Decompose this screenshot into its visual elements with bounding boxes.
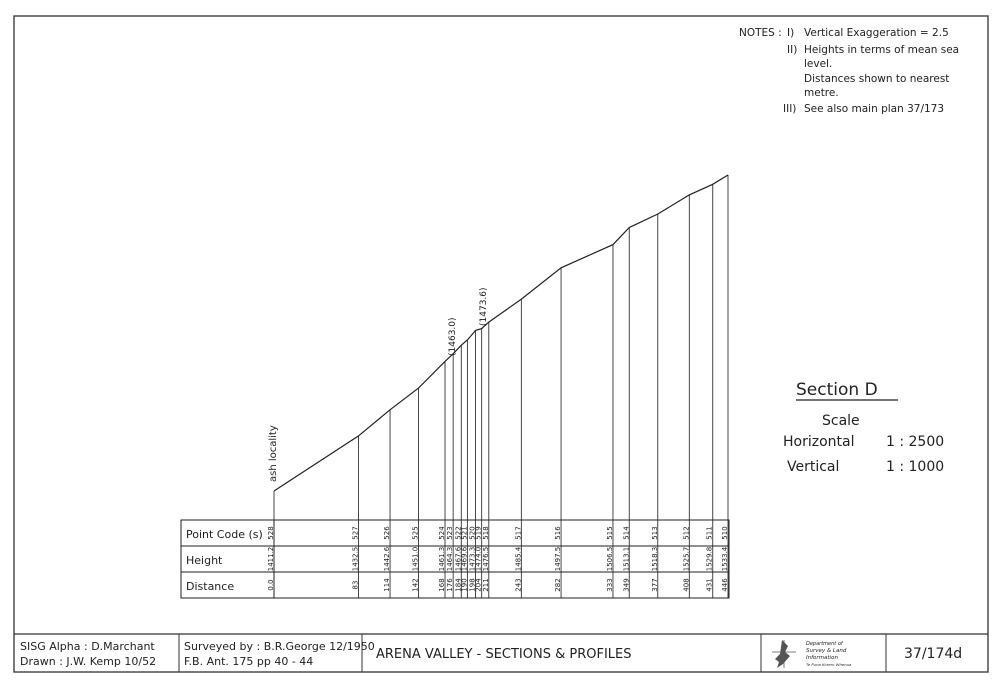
cell-height-511: 1529.8 — [705, 546, 714, 572]
cell-point-code-517: 517 — [514, 526, 523, 540]
logo-text-1: Department of — [806, 641, 843, 647]
note-1-line-1: Vertical Exaggeration = 2.5 — [804, 27, 949, 39]
logo-text-3: Information — [806, 655, 838, 661]
cell-point-code-515: 515 — [606, 526, 614, 540]
section-info — [783, 380, 944, 475]
cell-height-521: 1469.6 — [460, 546, 469, 572]
cell-height-519: 1474.0 — [474, 546, 483, 572]
cell-point-code-524: 524 — [438, 526, 446, 540]
note-3-number: III) — [783, 103, 797, 115]
cell-height-528: 1411.2 — [267, 546, 275, 572]
cell-point-code-511: 511 — [705, 526, 714, 540]
cell-point-code-514: 514 — [622, 526, 631, 540]
cell-height-516: 1497.5 — [554, 546, 563, 572]
cell-height-514: 1513.1 — [622, 546, 631, 572]
cell-distance-525: 142 — [411, 578, 420, 592]
cell-height-527: 1432.5 — [351, 546, 360, 572]
cell-point-code-520: 520 — [468, 526, 477, 540]
field-book-line: F.B. Ant. 175 pp 40 - 44 — [184, 655, 314, 668]
cell-distance-518: 211 — [481, 578, 490, 592]
note-2-line-3: Distances shown to nearest — [804, 73, 950, 85]
cell-height-512: 1525.7 — [682, 546, 691, 572]
cell-distance-527: 83 — [351, 580, 360, 590]
cell-distance-512: 408 — [682, 578, 691, 592]
cell-height-510: 1533.4 — [721, 546, 729, 572]
cell-point-code-526: 526 — [383, 526, 391, 540]
cell-height-520: 1473.3 — [468, 546, 477, 572]
note-2-number: II) — [787, 44, 798, 56]
cell-distance-517: 243 — [514, 578, 523, 592]
cell-distance-511: 431 — [705, 578, 714, 592]
cell-height-515: 1506.5 — [606, 546, 614, 572]
scale-label: Scale — [822, 413, 860, 429]
cell-distance-523: 176 — [446, 578, 455, 592]
row-label-distance: Distance — [186, 580, 235, 593]
cell-distance-521: 190 — [460, 578, 469, 592]
compiler-line: SISG Alpha : D.Marchant — [20, 640, 155, 653]
cell-distance-515: 333 — [606, 578, 614, 592]
note-2-line-4: metre. — [804, 87, 839, 99]
department-logo — [772, 640, 852, 668]
profile-verticals — [274, 175, 728, 598]
logo-text-2: Survey & Land — [806, 648, 847, 654]
note-2-line-2: level. — [804, 58, 833, 70]
cell-point-code-512: 512 — [682, 526, 691, 540]
profile-label-peak1: (1463.0) — [448, 317, 458, 356]
cell-point-code-522: 522 — [454, 526, 463, 540]
note-3-line-1: See also main plan 37/173 — [804, 103, 945, 115]
cell-point-code-516: 516 — [554, 526, 563, 540]
notes-heading: NOTES : — [739, 27, 782, 39]
cell-height-524: 1461.3 — [438, 546, 446, 572]
sheet-number: 37/174d — [904, 646, 963, 662]
cell-height-525: 1451.0 — [411, 546, 420, 572]
cell-point-code-523: 523 — [446, 526, 455, 540]
section-title: Section D — [796, 380, 878, 400]
cell-point-code-521: 521 — [460, 526, 469, 540]
cell-point-code-525: 525 — [411, 526, 420, 540]
cell-point-code-513: 513 — [650, 526, 659, 540]
row-label-height: Height — [186, 554, 223, 567]
cell-height-523: 1464.3 — [446, 546, 455, 572]
cell-height-526: 1442.6 — [383, 546, 391, 572]
cell-height-518: 1476.5 — [481, 546, 490, 572]
cell-point-code-527: 527 — [351, 526, 360, 540]
cell-distance-510: 446 — [721, 578, 729, 592]
table-columns — [267, 526, 729, 592]
horizontal-scale-value: 1 : 2500 — [886, 434, 945, 450]
cell-distance-514: 349 — [622, 578, 631, 592]
horizontal-scale-label: Horizontal — [783, 434, 855, 450]
logo-text-4: Te Puna Korero Whenua — [806, 662, 852, 667]
cell-point-code-528: 528 — [267, 526, 275, 540]
cell-point-code-519: 519 — [474, 526, 483, 540]
drawn-by-line: Drawn : J.W. Kemp 10/52 — [20, 655, 157, 668]
cell-height-522: 1467.6 — [454, 546, 463, 572]
surveyed-by-line: Surveyed by : B.R.George 12/1950 — [184, 640, 375, 653]
cell-distance-516: 282 — [554, 578, 563, 592]
cell-distance-519: 204 — [474, 578, 483, 592]
cell-point-code-510: 510 — [721, 526, 729, 540]
profile-label-peak2: (1473.6) — [479, 287, 489, 326]
drawing-title: ARENA VALLEY - SECTIONS & PROFILES — [376, 647, 632, 662]
row-label-point-code: Point Code (s) — [186, 528, 263, 541]
notes-block — [739, 27, 959, 115]
vertical-scale-value: 1 : 1000 — [886, 459, 945, 475]
ground-profile-line — [274, 175, 728, 491]
title-block — [14, 634, 988, 672]
note-1-number: I) — [787, 27, 795, 39]
cell-distance-520: 198 — [468, 578, 477, 592]
cell-height-513: 1518.3 — [650, 546, 659, 572]
cell-height-517: 1485.4 — [514, 546, 523, 572]
cell-distance-524: 168 — [438, 578, 446, 592]
cell-distance-522: 184 — [454, 578, 463, 592]
cell-distance-528: 0.0 — [267, 579, 275, 591]
cell-distance-526: 114 — [383, 578, 391, 592]
nz-map-icon — [775, 640, 790, 668]
vertical-scale-label: Vertical — [787, 459, 840, 475]
profile-drawing — [268, 175, 728, 598]
note-2-line-1: Heights in terms of mean sea — [804, 44, 960, 56]
cell-distance-513: 377 — [650, 578, 659, 592]
profile-label-start: ash locality — [268, 425, 279, 482]
profile-table — [181, 520, 729, 598]
cell-point-code-518: 518 — [481, 526, 490, 540]
